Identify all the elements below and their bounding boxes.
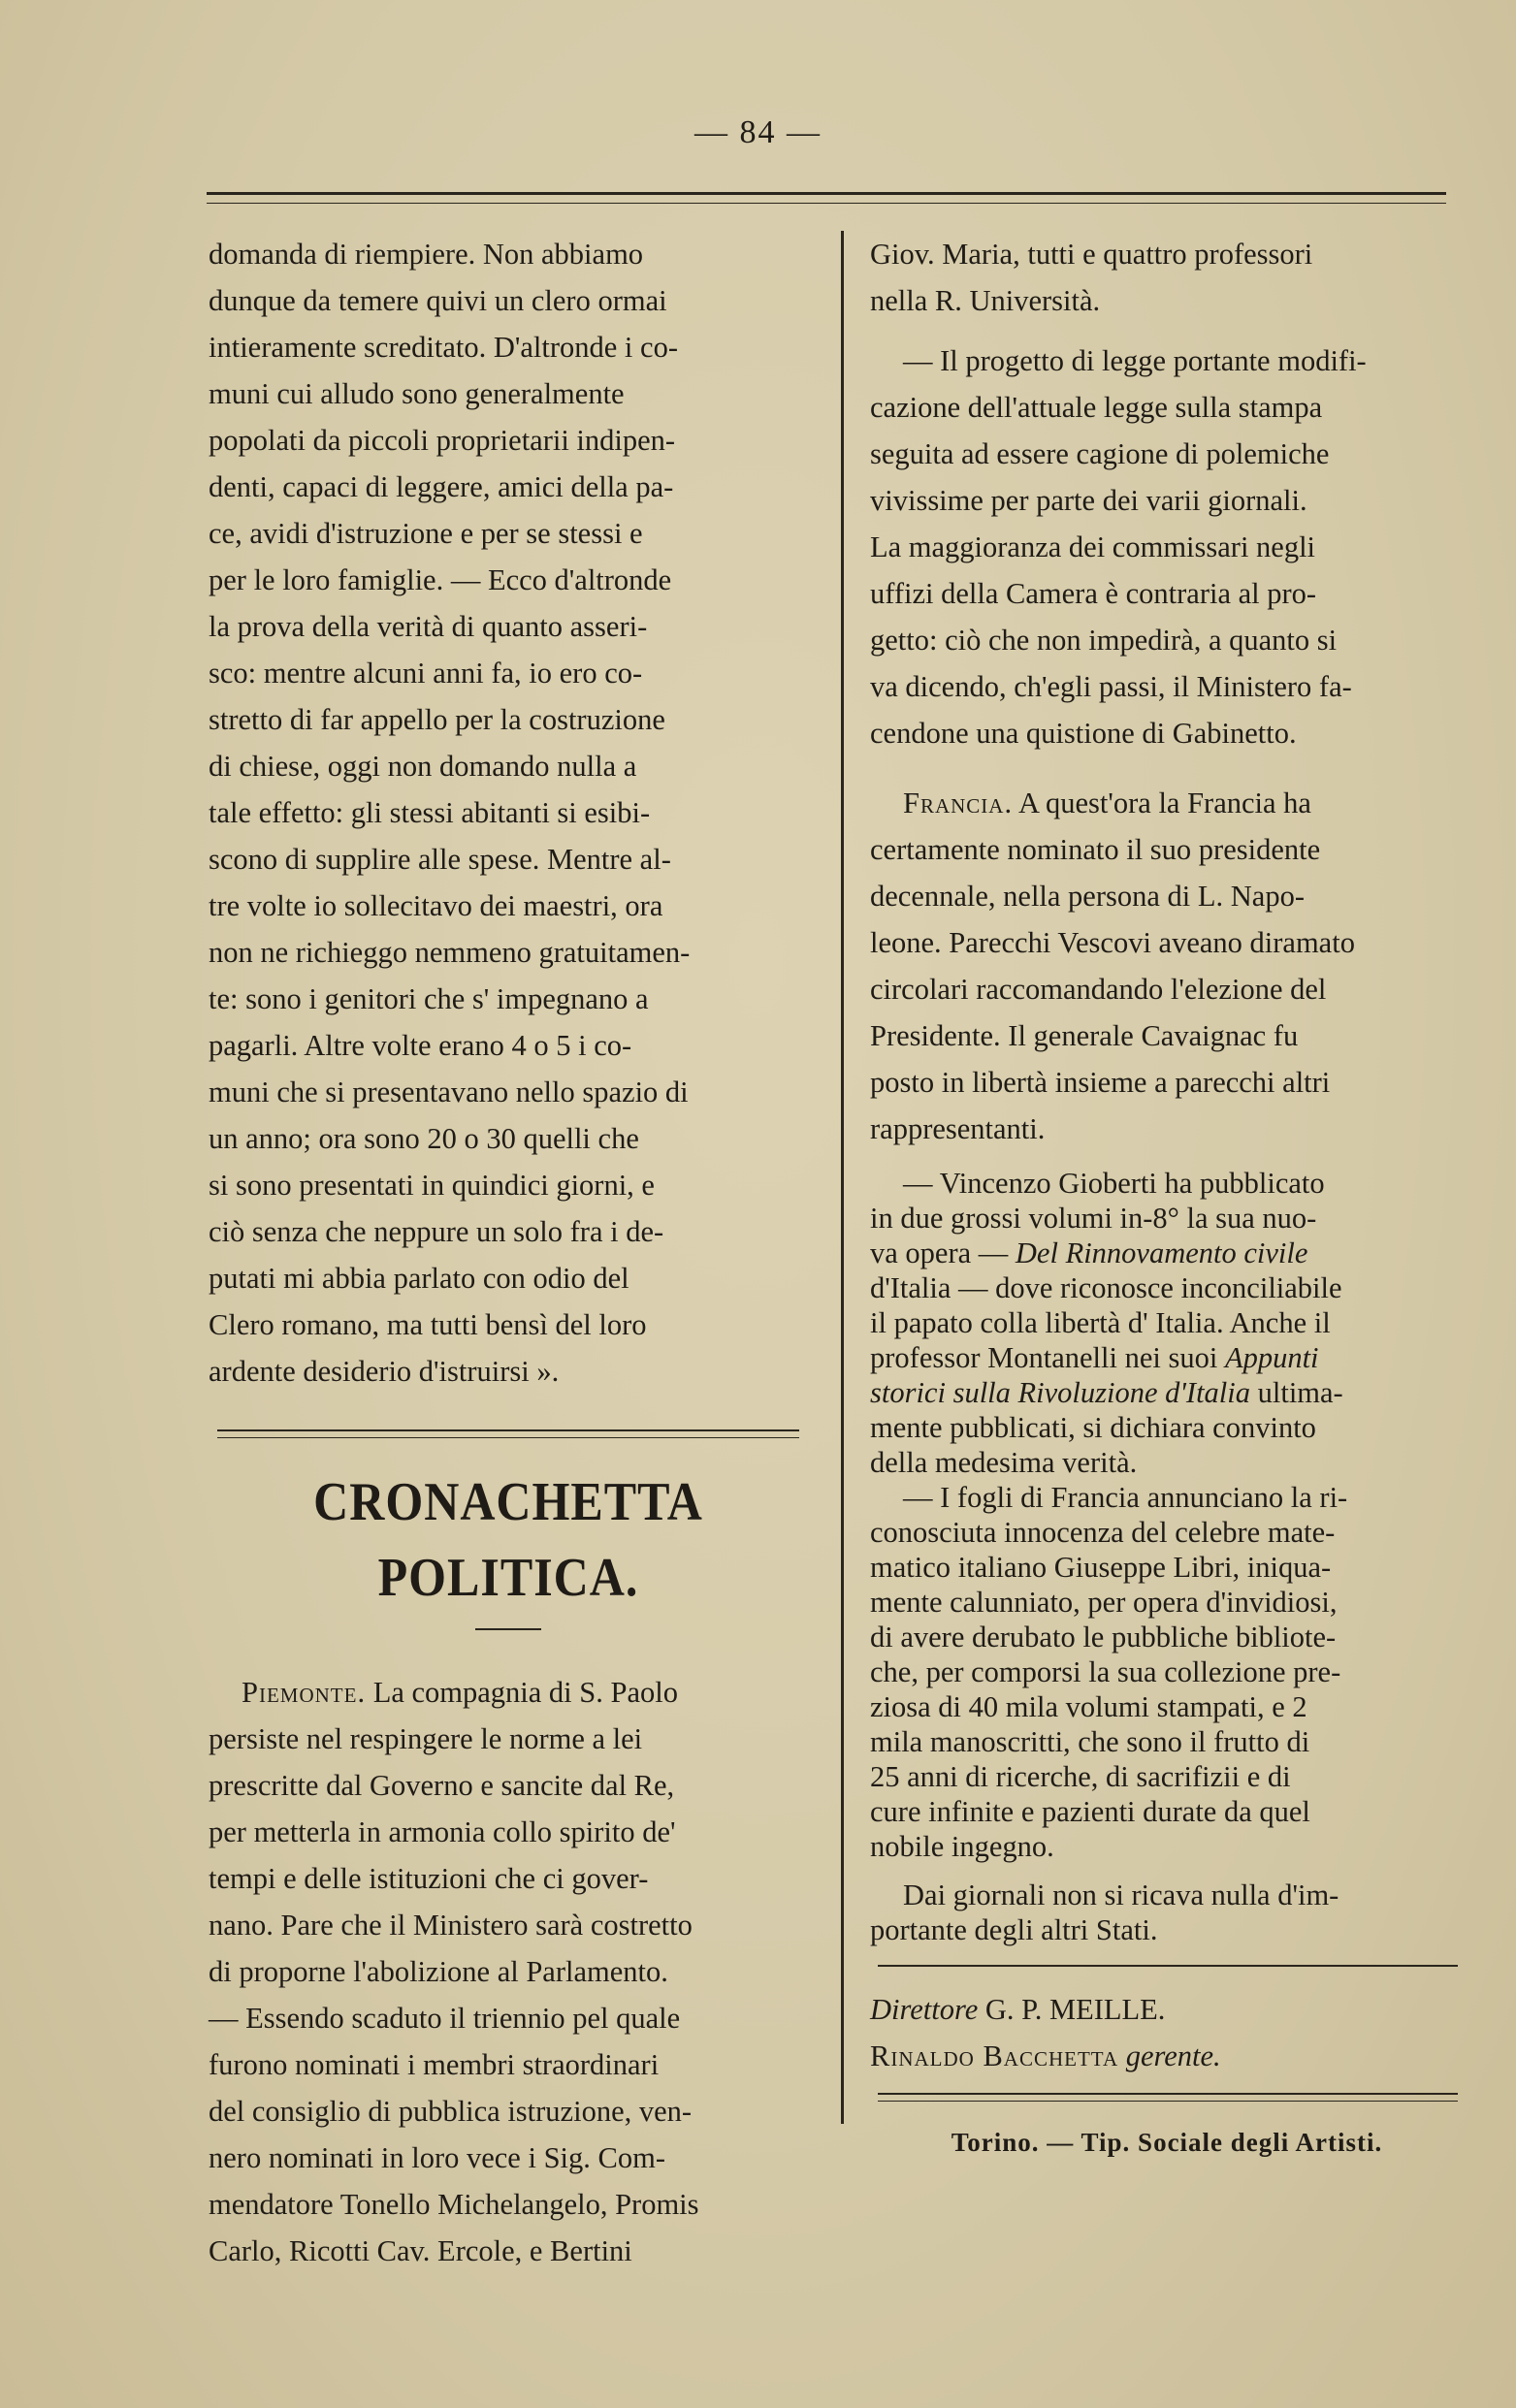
text-line: del consiglio di pubblica istruzione, ven- (209, 2095, 693, 2128)
text-line: portante degli altri Stati. (870, 1913, 1158, 1946)
text-line: certamente nominato il suo presidente (870, 833, 1321, 866)
text-line: — Essendo scaduto il triennio pel quale (209, 2002, 681, 2035)
short-rule (475, 1628, 541, 1630)
text-line: in due grossi volumi in-8° la sua nuo- (870, 1202, 1317, 1235)
footer-double-rule (878, 2093, 1458, 2102)
text-line: nobile ingegno. (870, 1830, 1054, 1863)
text-line: dunque da temere quivi un clero ormai (209, 284, 667, 317)
text-line: cazione dell'attuale legge sulla stampa (870, 391, 1323, 424)
column-divider (841, 231, 844, 2124)
text-line (209, 1669, 808, 1716)
text-line: — I fogli di Francia annunciano la ri- (903, 1481, 1348, 1514)
text-line: per le loro famiglie. — Ecco d'altronde (209, 563, 672, 596)
director-name: G. P. MEILLE. (984, 1993, 1166, 2026)
text-line: si sono presentati in quindici giorni, e (209, 1169, 655, 1202)
text-line: della medesima verità. (870, 1446, 1138, 1479)
text-line: La maggioranza dei commissari negli (870, 530, 1316, 563)
text-line: ziosa di 40 mila volumi stampati, e 2 (870, 1690, 1307, 1723)
text-fragment: professor Montanelli nei suoi (870, 1341, 1225, 1374)
manager-line (870, 2033, 1464, 2079)
other-states-paragraph (870, 1878, 1464, 1947)
text-line: il papato colla libertà d' Italia. Anche il (870, 1306, 1331, 1339)
text-line: mendatore Tonello Michelangelo, Promis (209, 2188, 699, 2221)
text-line: rappresentanti. (870, 1112, 1046, 1145)
text-line: Giov. Maria, tutti e quattro professori (870, 238, 1313, 271)
top-double-rule (207, 192, 1446, 204)
text-line: Clero romano, ma tutti bensì del loro (209, 1308, 647, 1341)
text-line: popolati da piccoli proprietarii indipen- (209, 424, 676, 457)
text-line: nero nominati in loro vece i Sig. Com- (209, 2141, 665, 2174)
text-line: che, per comporsi la sua collezione pre- (870, 1655, 1341, 1688)
text-line: vivissime per parte dei varii giornali. (870, 484, 1307, 517)
text-line: — Il progetto di legge portante modifi- (903, 344, 1367, 377)
text-line: la prova della verità di quanto asseri- (209, 610, 648, 643)
francia-label: Francia. (903, 787, 1014, 819)
right-column (870, 231, 1464, 2166)
text-line: Dai giornali non si ricava nulla d'im- (903, 1878, 1339, 1911)
text-line: scono di supplire alle spese. Mentre al- (209, 843, 671, 876)
text-line: prescritte dal Governo e sancite dal Re, (209, 1769, 675, 1802)
text-line: di proporne l'abolizione al Parlamento. (209, 1955, 668, 1988)
text-line: nella R. Università. (870, 284, 1101, 317)
text-line: un anno; ora sono 20 o 30 quelli che (209, 1122, 639, 1155)
text-line: matico italiano Giuseppe Libri, iniqua- (870, 1551, 1332, 1584)
text-line: non ne richieggo nemmeno gratuitamen- (209, 936, 691, 969)
director-label: Direttore (870, 1993, 979, 2026)
text-line: te: sono i genitori che s' impegnano a (209, 982, 649, 1015)
text-line: ce, avidi d'istruzione e per se stessi e (209, 517, 643, 550)
text-line: ardente desiderio d'istruirsi ». (209, 1355, 560, 1388)
text-line: uffizi della Camera è contraria al pro- (870, 577, 1317, 610)
text-line: tre volte io sollecitavo dei maestri, ora (209, 889, 663, 922)
text-line: stretto di far appello per la costruzione (209, 703, 665, 736)
text-line: cure infinite e pazienti durate da quel (870, 1795, 1310, 1828)
text-line: domanda di riempiere. Non abbiamo (209, 238, 644, 271)
piemonte-section (209, 1669, 808, 2274)
text-line: mente pubblicati, si dichiara convinto (870, 1411, 1316, 1444)
text-line: furono nominati i membri straordinari (209, 2048, 660, 2081)
text-line: pagarli. Altre volte erano 4 o 5 i co- (209, 1029, 632, 1062)
continuation-paragraph (870, 231, 1464, 324)
printer-imprint: Torino. — Tip. Sociale degli Artisti. (951, 2128, 1383, 2157)
text-line: cendone una quistione di Gabinetto. (870, 717, 1297, 750)
text-line: ciò senza che neppure un solo fra i de- (209, 1215, 664, 1248)
text-line: tempi e delle istituzioni che ci gover- (209, 1862, 649, 1895)
text-line: denti, capaci di leggere, amici della pa- (209, 470, 674, 503)
text-line: va dicendo, ch'egli passi, il Ministero fa- (870, 670, 1352, 703)
text-line: tale effetto: gli stessi abitanti si esibi- (209, 796, 651, 829)
text-line (870, 1375, 1464, 1410)
libri-paragraph (870, 1480, 1464, 1864)
text-line: posto in libertà insieme a parecchi altri (870, 1066, 1331, 1099)
text-line: 25 anni di ricerche, di sacrifizii e di (870, 1760, 1291, 1793)
text-line (870, 780, 1464, 826)
book-title: Appunti (1224, 1341, 1319, 1374)
text-line: leone. Parecchi Vescovi aveano diramato (870, 926, 1355, 959)
piemonte-label: Piemonte. (242, 1676, 367, 1709)
press-law-paragraph (870, 337, 1464, 756)
text-line: getto: ciò che non impedirà, a quanto si (870, 624, 1338, 657)
manager-role: gerente. (1125, 2039, 1221, 2072)
manager-name: Rinaldo Bacchetta (870, 2039, 1119, 2072)
text-fragment: va opera — (870, 1236, 1016, 1269)
text-fragment: La compagnia di S. Paolo (372, 1676, 678, 1709)
francia-section (870, 780, 1464, 1152)
text-line: mila manoscritti, che sono il frutto di (870, 1725, 1310, 1758)
text-line: muni cui alludo sono generalmente (209, 377, 625, 410)
text-line: nano. Pare che il Ministero sarà costretto (209, 1909, 693, 1942)
left-column (209, 231, 808, 2274)
text-line: — Vincenzo Gioberti ha pubblicato (903, 1167, 1325, 1200)
text-line: seguita ad essere cagione di polemiche (870, 437, 1330, 470)
text-line: decennale, nella persona di L. Napo- (870, 880, 1305, 913)
text-line (870, 1340, 1464, 1375)
section-double-rule (217, 1429, 799, 1438)
text-line: putati mi abbia parlato con odio del (209, 1262, 629, 1295)
text-line (870, 1236, 1464, 1270)
text-line: muni che si presentavano nello spazio di (209, 1076, 689, 1108)
text-line: persiste nel respingere le norme a lei (209, 1722, 643, 1755)
text-fragment: ultima- (1250, 1376, 1343, 1409)
text-line: intieramente screditato. D'altronde i co- (209, 331, 678, 364)
footer-rule (878, 1965, 1458, 1967)
book-title: Del Rinnovamento civile (1015, 1236, 1308, 1269)
director-line (870, 1986, 1464, 2033)
text-line: conosciuta innocenza del celebre mate- (870, 1516, 1336, 1549)
text-line: mente calunniato, per opera d'invidiosi, (870, 1586, 1338, 1619)
article-continuation (209, 231, 808, 1395)
text-line: Presidente. Il generale Cavaignac fu (870, 1019, 1299, 1052)
gioberti-paragraph (870, 1166, 1464, 1480)
text-line: d'Italia — dove riconosce inconciliabile (870, 1271, 1342, 1304)
text-line: circolari raccomandando l'elezione del (870, 973, 1327, 1006)
book-title: storici sulla Rivoluzione d'Italia (870, 1376, 1250, 1409)
text-line: di chiese, oggi non domando nulla a (209, 750, 637, 783)
text-line: Carlo, Ricotti Cav. Ercole, e Bertini (209, 2234, 632, 2267)
text-line: di avere derubato le pubbliche bibliote- (870, 1621, 1337, 1653)
text-line: sco: mentre alcuni anni fa, io ero co- (209, 657, 643, 690)
text-line: per metterla in armonia collo spirito de' (209, 1815, 676, 1848)
text-fragment: A quest'ora la Francia ha (1018, 787, 1311, 819)
section-title: CRONACHETTA POLITICA. (313, 1470, 703, 1608)
page-number: — 84 — (694, 114, 822, 150)
